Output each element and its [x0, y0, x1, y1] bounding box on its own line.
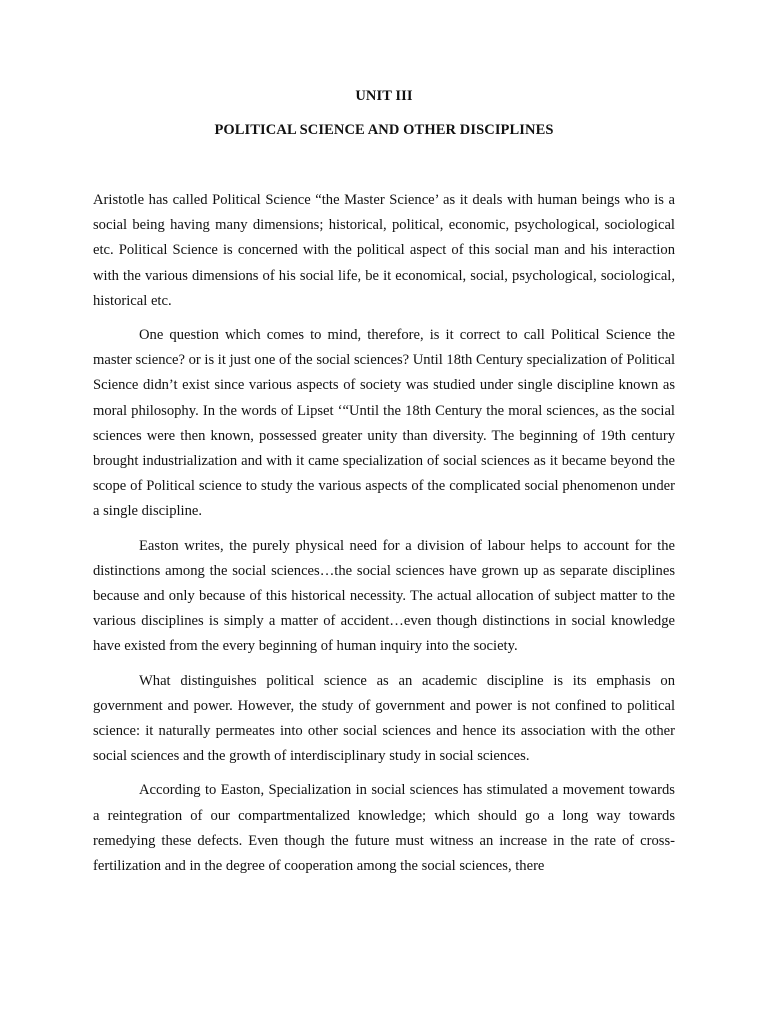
paragraph-government-and-power: What distinguishes political science as an academic discipline is its emphasis on government and power. However, the study of government and power is not confined to political science: it naturally permeates into other social sciences and hence its association with the other social sciences and the growth of interdisciplinary study in social sciences. [93, 672, 675, 765]
unit-heading: UNIT III [355, 88, 413, 104]
paragraph-easton-specialization: According to Easton, Specialization in social sciences has stimulated a movement towards a reintegration of our compartmentalized knowledge; which should go a long way towards remedying these defects. Even though the future must witness an increase in the rate of cross-fertilization and in the degree of cooperation among the social sciences, there [93, 782, 675, 875]
paragraph-master-science-question: One question which comes to mind, therefore, is it correct to call Political Science the master science? or is it just one of the social sciences? Until 18th Century specialization of Political Science didn’t exist since various aspects of society was studied under single discipline known as moral philosophy. In the words of Lipset ‘“Until the 18th Century the moral sciences, as the social sciences were then known, possessed greater unity than diversity. The beginning of 19th century brought industrialization and with it came specialization of social sciences as it became beyond the scope of Political science to study the various aspects of the complicated social phenomenon under a single discipline. [93, 327, 675, 520]
paragraph-easton-division-of-labour: Easton writes, the purely physical need for a division of labour helps to account for the distinctions among the social sciences…the social sciences have grown up as separate disciplines because and only because of this historical necessity. The actual allocation of subject matter to the various disciplines is simply a matter of accident…even though distinctions in social knowledge have existed from the every beginning of human inquiry into the society. [93, 537, 675, 655]
page-title: POLITICAL SCIENCE AND OTHER DISCIPLINES [214, 122, 554, 138]
paragraph-aristotle: Aristotle has called Political Science “the Master Science’ as it deals with human beings who is a social being having many dimensions; historical, political, economic, psychological, sociological etc. Political Science is concerned with the political aspect of this social man and his interaction with the various dimensions of his social life, be it economical, social, psychological, sociological, historical etc. [93, 192, 675, 309]
document-body [93, 188, 675, 888]
